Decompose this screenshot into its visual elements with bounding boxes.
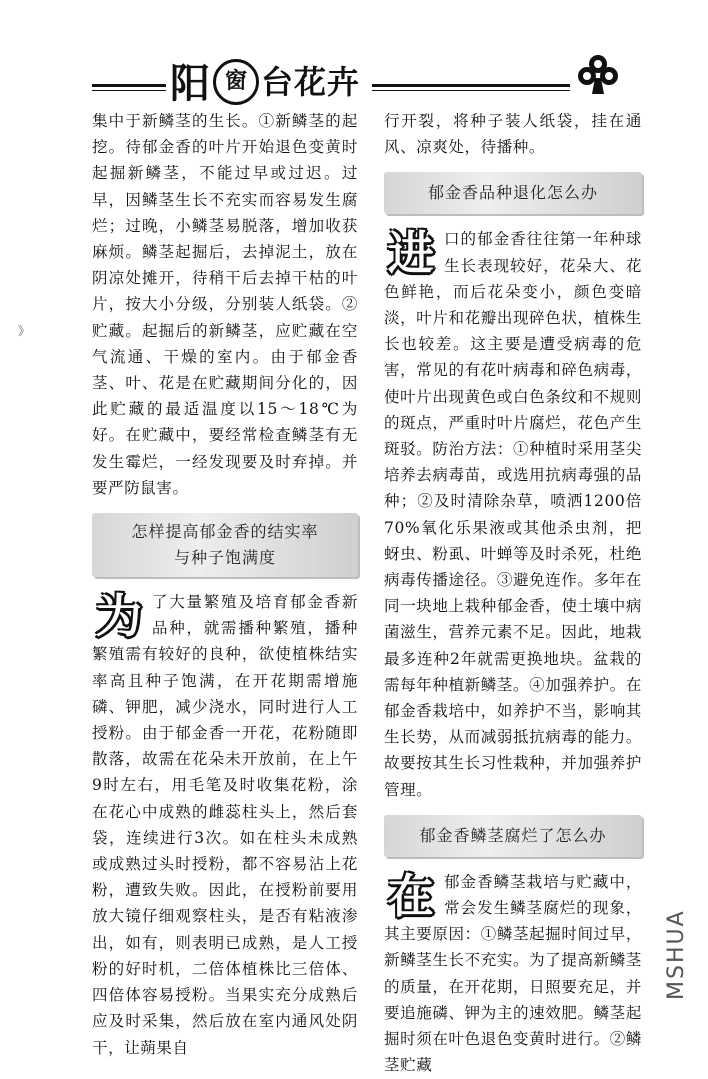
- left-column: [92, 108, 358, 1061]
- section-heading-fruit-set: [92, 513, 358, 577]
- watermark: MSHUA: [664, 909, 689, 1000]
- header-rule-right: [372, 84, 570, 87]
- column-title: [170, 52, 360, 108]
- drop-cap: 在: [387, 868, 435, 923]
- margin-mark: 》: [18, 324, 31, 338]
- header-rule-right-thin: [372, 90, 570, 91]
- heading-line-1: 怎样提高郁金香的结实率: [131, 522, 319, 542]
- paragraph-text: 口的郁金香往往第一年种球生长表现较好，花朵大、花色鲜艳，而后花朵变小，颜色变暗淡，叶片和花瓣出现碎色状，植株生长也较差。这主要是遭受病毒的危害，常见的有花叶病毒和碎色病毒，使叶片出现黄色或白色条纹和不规则的斑点，严重时叶片腐烂，花色产生斑驳。防治方法：①种植时采用茎尖培养去病毒苗，或选用抗病毒强的品种；②及时清除杂草，喷洒1200倍70%氧化乐果液或其他杀虫剂，把蚜虫、粉虱、叶蝉等及时杀死，杜绝病毒传播途径。③避免连作。多年在同一块地上栽种郁金香，使土壤中病菌滋生，营养元素不足。因此，地栽最多连种2年就需更换地块。盆栽的需每年种植新鳞茎。④加强养护。在郁金香栽培中，如养护不当，影响其生长势，从而减弱抵抗病毒的能力。故要按其生长习性栽种，并加强养护管理。: [384, 230, 642, 799]
- body-paragraph: [92, 589, 358, 1061]
- body-paragraph: [384, 226, 642, 802]
- title-badge: 窗: [213, 59, 259, 105]
- paragraph-text: 了大量繁殖及培育郁金香新品种，就需播种繁殖，播种繁殖需有较好的良种，欲使植株结实率高且种子饱满，在开花期需增施磷、钾肥，减少浇水，同时进行人工授粉。由于郁金香一开花，花粉随即散落，故需在花朵未开放前，在上午9时左右，用毛笔及时收集花粉，涂在花心中成熟的雌蕊柱头上，然后套袋，连续进行3次。如在柱头未成熟或成熟过头时授粉，都不容易沾上花粉，遭致失败。因此，在授粉前要用放大镜仔细观察柱头，是否有粘液渗出，如有，则表明已成熟，是人工授粉的好时机，二倍体植株比三倍体、四倍体容易授粉。当果实充分成熟后应及时采集，然后放在室内通风处阴干，让蒴果自: [92, 593, 358, 1057]
- section-heading-bulb-rot: 郁金香鳞茎腐烂了怎么办: [384, 815, 642, 857]
- header-rule-left: [92, 84, 166, 87]
- section-heading-degeneration: 郁金香品种退化怎么办: [384, 172, 642, 214]
- club-icon: [576, 52, 620, 96]
- drop-cap: 进: [387, 226, 435, 281]
- heading-line-2: 与种子饱满度: [173, 548, 276, 568]
- right-column: [384, 108, 642, 1079]
- header-rule-left-thin: [92, 90, 166, 91]
- body-paragraph: 行开裂，将种子装人纸袋，挂在通风、凉爽处，待播种。: [384, 112, 642, 157]
- body-paragraph: 集中于新鳞茎的生长。①新鳞茎的起挖。待郁金香的叶片开始退色变黄时起掘新鳞茎，不能过早或过迟。过早，因鳞茎生长不充实而容易发生腐烂；过晚，小鳞茎易脱落，增加收获麻烦。鳞茎起掘后，去掉泥土，放在阴凉处摊开，待稍干后去掉干枯的叶片，按大小分级，分别装人纸袋。②贮藏。起掘后的新鳞茎，应贮藏在空气流通、干燥的室内。由于郁金香茎、叶、花是在贮藏期间分化的，因此贮藏的最适温度以15～18℃为好。在贮藏中，要经常检查鳞茎有无发生霉烂，一经发现要及时弃掉。并要严防鼠害。: [92, 112, 358, 497]
- drop-cap: 为: [95, 589, 143, 644]
- body-paragraph: [384, 869, 642, 1079]
- title-part2: 台花卉: [261, 63, 361, 101]
- paragraph-text: 郁金香鳞茎栽培与贮藏中，常会发生鳞茎腐烂的现象，其主要原因：①鳞茎起掘时间过早，新鳞茎生长不充实。为了提高新鳞茎的质量，在开花期，日照要充足，并要追施磷、钾为主的速效肥。鳞茎起掘时须在叶色退色变黄时进行。②鳞茎贮藏: [384, 872, 642, 1075]
- page-header: [0, 0, 708, 118]
- title-part1: 阳: [170, 60, 209, 107]
